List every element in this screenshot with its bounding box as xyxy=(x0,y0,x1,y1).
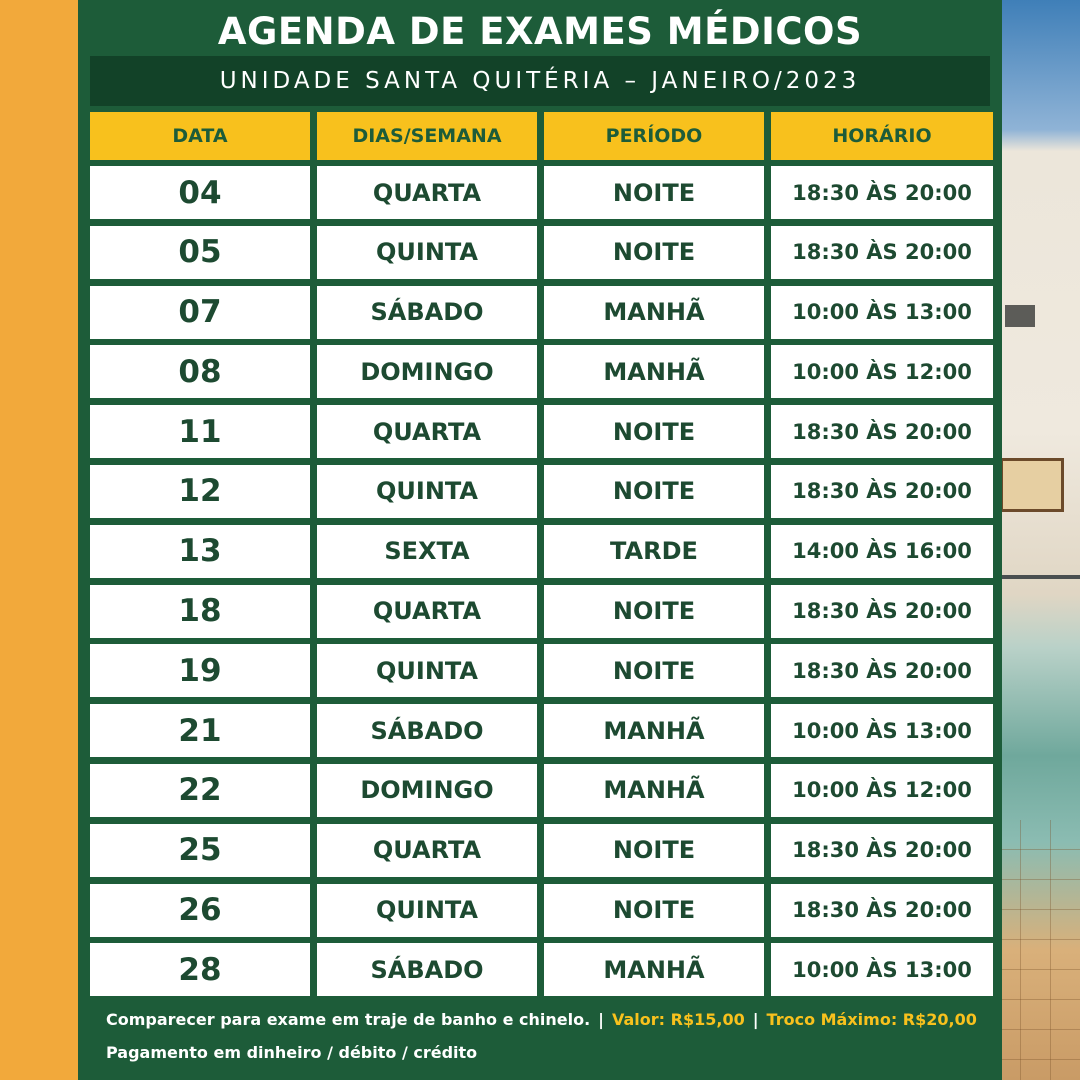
cell-horario: 18:30 ÀS 20:00 xyxy=(771,405,993,458)
footer-line-1 xyxy=(106,1010,986,1029)
table-row xyxy=(90,764,993,817)
subtitle: UNIDADE SANTA QUITÉRIA – JANEIRO/2023 xyxy=(219,68,861,94)
cell-horario: 18:30 ÀS 20:00 xyxy=(771,884,993,937)
cell-periodo: MANHÃ xyxy=(544,943,764,996)
table-row xyxy=(90,943,993,996)
cell-horario: 14:00 ÀS 16:00 xyxy=(771,525,993,578)
cell-periodo: NOITE xyxy=(544,644,764,697)
header-periodo: PERÍODO xyxy=(544,112,764,160)
background-rail xyxy=(990,575,1080,579)
cell-dia: QUARTA xyxy=(317,585,537,638)
max-change-text: Troco Máximo: R$20,00 xyxy=(766,1010,977,1029)
table-row xyxy=(90,585,993,638)
table-row xyxy=(90,824,993,877)
cell-data: 13 xyxy=(90,525,310,578)
cell-data: 12 xyxy=(90,465,310,518)
page-title: AGENDA DE EXAMES MÉDICOS xyxy=(217,10,863,53)
cell-horario: 18:30 ÀS 20:00 xyxy=(771,824,993,877)
payment-text: Pagamento em dinheiro / débito / crédito xyxy=(106,1043,478,1062)
cell-periodo: NOITE xyxy=(544,226,764,279)
cell-data: 22 xyxy=(90,764,310,817)
cell-data: 08 xyxy=(90,345,310,398)
cell-horario: 18:30 ÀS 20:00 xyxy=(771,465,993,518)
cell-periodo: NOITE xyxy=(544,465,764,518)
cell-dia: SÁBADO xyxy=(317,704,537,757)
cell-horario: 18:30 ÀS 20:00 xyxy=(771,226,993,279)
cell-data: 18 xyxy=(90,585,310,638)
cell-horario: 10:00 ÀS 13:00 xyxy=(771,286,993,339)
cell-dia: SÁBADO xyxy=(317,943,537,996)
header-data: DATA xyxy=(90,112,310,160)
cell-dia: SÁBADO xyxy=(317,286,537,339)
table-row xyxy=(90,286,993,339)
cell-periodo: NOITE xyxy=(544,585,764,638)
cell-data: 21 xyxy=(90,704,310,757)
cell-dia: QUINTA xyxy=(317,226,537,279)
cell-data: 19 xyxy=(90,644,310,697)
cell-horario: 18:30 ÀS 20:00 xyxy=(771,644,993,697)
cell-data: 05 xyxy=(90,226,310,279)
cell-dia: SEXTA xyxy=(317,525,537,578)
cell-dia: QUINTA xyxy=(317,884,537,937)
cell-horario: 18:30 ÀS 20:00 xyxy=(771,166,993,219)
cell-dia: QUARTA xyxy=(317,405,537,458)
cell-periodo: NOITE xyxy=(544,405,764,458)
cell-horario: 18:30 ÀS 20:00 xyxy=(771,585,993,638)
table-row xyxy=(90,166,993,219)
cell-periodo: MANHÃ xyxy=(544,286,764,339)
subtitle-bar xyxy=(90,56,990,106)
cell-data: 26 xyxy=(90,884,310,937)
price-text: Valor: R$15,00 xyxy=(612,1010,745,1029)
table-row xyxy=(90,465,993,518)
separator: | xyxy=(598,1010,604,1029)
instruction-text: Comparecer para exame em traje de banho e chinelo. xyxy=(106,1010,591,1029)
schedule-panel xyxy=(78,0,1002,1080)
cell-dia: DOMINGO xyxy=(317,764,537,817)
cell-periodo: NOITE xyxy=(544,166,764,219)
cell-horario: 10:00 ÀS 13:00 xyxy=(771,704,993,757)
footer-notes xyxy=(106,1010,986,1062)
cell-data: 25 xyxy=(90,824,310,877)
header-dias-semana: DIAS/SEMANA xyxy=(317,112,537,160)
cell-periodo: NOITE xyxy=(544,884,764,937)
table-body xyxy=(90,166,993,1003)
cell-periodo: MANHÃ xyxy=(544,345,764,398)
background-window xyxy=(1000,458,1064,512)
background-window xyxy=(1005,305,1035,327)
cell-periodo: MANHÃ xyxy=(544,764,764,817)
background-photo xyxy=(990,0,1080,1080)
table-row xyxy=(90,226,993,279)
cell-dia: QUARTA xyxy=(317,824,537,877)
cell-dia: QUINTA xyxy=(317,644,537,697)
table-row xyxy=(90,405,993,458)
cell-dia: DOMINGO xyxy=(317,345,537,398)
table-header xyxy=(90,112,993,160)
background-tiles xyxy=(990,820,1080,1080)
table-row xyxy=(90,884,993,937)
separator: | xyxy=(752,1010,759,1029)
table-row xyxy=(90,644,993,697)
table-row xyxy=(90,345,993,398)
table-row xyxy=(90,704,993,757)
cell-horario: 10:00 ÀS 12:00 xyxy=(771,345,993,398)
cell-dia: QUINTA xyxy=(317,465,537,518)
cell-dia: QUARTA xyxy=(317,166,537,219)
cell-horario: 10:00 ÀS 13:00 xyxy=(771,943,993,996)
header-horario: HORÁRIO xyxy=(771,112,993,160)
cell-data: 11 xyxy=(90,405,310,458)
cell-periodo: NOITE xyxy=(544,824,764,877)
table-row xyxy=(90,525,993,578)
cell-data: 28 xyxy=(90,943,310,996)
cell-periodo: MANHÃ xyxy=(544,704,764,757)
cell-data: 07 xyxy=(90,286,310,339)
cell-horario: 10:00 ÀS 12:00 xyxy=(771,764,993,817)
cell-periodo: TARDE xyxy=(544,525,764,578)
cell-data: 04 xyxy=(90,166,310,219)
